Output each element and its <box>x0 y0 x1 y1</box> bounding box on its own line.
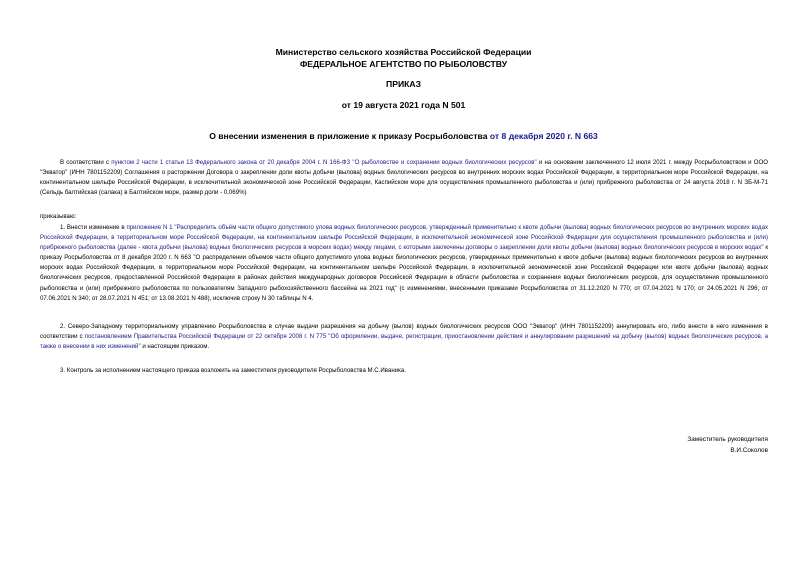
signature-position: Заместитель руководителя <box>687 436 768 443</box>
item-1-text-1: 1. Внести изменение в <box>60 224 127 231</box>
preamble-law-link[interactable]: пунктом 2 части 1 статьи 13 Федерального закона от 20 декабря 2004 г. N 166-ФЗ "О рыболовстве и сохранении водных биологических ресурсов" <box>111 159 537 166</box>
item-1-text-2: к приказу Росрыболовства от 8 декабря 2020 г. N 663 "О распределении объемов части общего допустимого улова водных биологических ресурсов, утвержденных применительно к квоте добычи (вылова) водных биологических ресурсов во внутренних морских водах Российской Федерации, в территориальном море Российской Федерации, на континентальном шельфе Российской Федерации, в исключительной экономической зоне Российской Федерации или квоте добычи (вылова) водных биологических ресурсов, предоставленной Российской Федерации в районах действия международных договоров Российской Федерации в области рыболовства и сохранения водных биологических ресурсов, для осуществления промышленного рыболовства и (или) прибрежного рыболовства по пользователям Западного рыбохозяйственного бассейна на 2021 год" (с изменениями, внесенными приказами Росрыболовства от 31.12.2020 N 770; от 07.04.2021 N 170; от 24.05.2021 N 296; от 07.06.2021 N 340; от 28.07.2021 N 451; от 13.08.2021 N 488), исключив строку N 30 таблицы N 4. <box>40 244 768 302</box>
item-2-text-1: 2. Северо-Западному территориальному управлению Росрыболовства в случае выдачи разрешения на добычу (вылов) водных биологических ресурсов ООО "Экватор" (ИНН 7801152209) аннулировать его, либо внести в него изменения в соответствии с <box>40 323 768 341</box>
signature-name: В.И.Соколов <box>730 447 768 454</box>
preamble-text-1: В соответствии с <box>60 159 112 166</box>
order-word: приказываю: <box>40 213 77 220</box>
document-type: ПРИКАЗ <box>386 79 421 89</box>
item-3-paragraph: 3. Контроль за исполнением настоящего приказа возложить на заместителя руководителя Росрыболовства М.С.Иваника. <box>60 367 406 374</box>
preamble-text-2: и на основании заключенного 12 июля 2021 г. между Росрыболовством и ООО "Экватор" (ИНН 7801152209) Соглашения о расторжении Договора о закреплении доли квоты добычи (вылова) водных биологических ресурсов во внутренних морских водах Российской Федерации, в территориальном море Российской Федерации, на континентальном шельфе Российской Федерации, в исключительной экономической зоне Российской Федерации, Каспийском море для осуществления промышленного рыболовства и (или) прибрежного рыболовства от 24 августа 2018 г. N ЗБ-М-71 (Сельдь балтийская (салака) в Балтийском море, размер доли - 0,069%) <box>40 159 769 197</box>
title-link[interactable]: от 8 декабря 2020 г. N 663 <box>489 131 598 141</box>
item-2-paragraph <box>40 322 768 352</box>
title-text: О внесении изменения в приложение к приказу Росрыболовства <box>209 131 490 141</box>
item-1-paragraph <box>40 223 768 304</box>
agency-name: ФЕДЕРАЛЬНОЕ АГЕНТСТВО ПО РЫБОЛОВСТВУ <box>299 59 508 69</box>
ministry-name: Министерство сельского хозяйства Российской Федерации <box>275 47 532 57</box>
item-2-decree-link[interactable]: постановлением Правительства Российской Федерации от 22 октября 2008 г. N 775 "Об оформлении, выдаче, регистрации, приостановлении действия и аннулировании разрешений на добычу (вылов) водных биологических ресурсов, а также о внесении в них изменений" <box>40 333 768 351</box>
document-title <box>0 131 807 141</box>
preamble-paragraph <box>40 158 768 198</box>
item-2-text-2: и настоящим приказом. <box>140 343 210 351</box>
item-1-appendix-link[interactable]: приложение N 1 "Распределить объём части общего допустимого улова водных биологических ресурсов, утвержденный применительно к квоте добычи (вылова) водных биологических ресурсов во внутренних морских водах Российской Федерации, в территориальном море Российской Федерации, на континентальном шельфе Российской Федерации, в исключительной экономической зоне Российской Федерации для осуществления промышленного рыболовства и (или) прибрежного рыболовства (далее - квота добычи (вылова) водных биологических ресурсов в морских водах) между лицами, с которыми заключены договоры о закреплении доли квоты добычи (вылова) водных биологических ресурсов в морских водах" <box>40 224 768 252</box>
document-date-number: от 19 августа 2021 года N 501 <box>341 100 466 110</box>
